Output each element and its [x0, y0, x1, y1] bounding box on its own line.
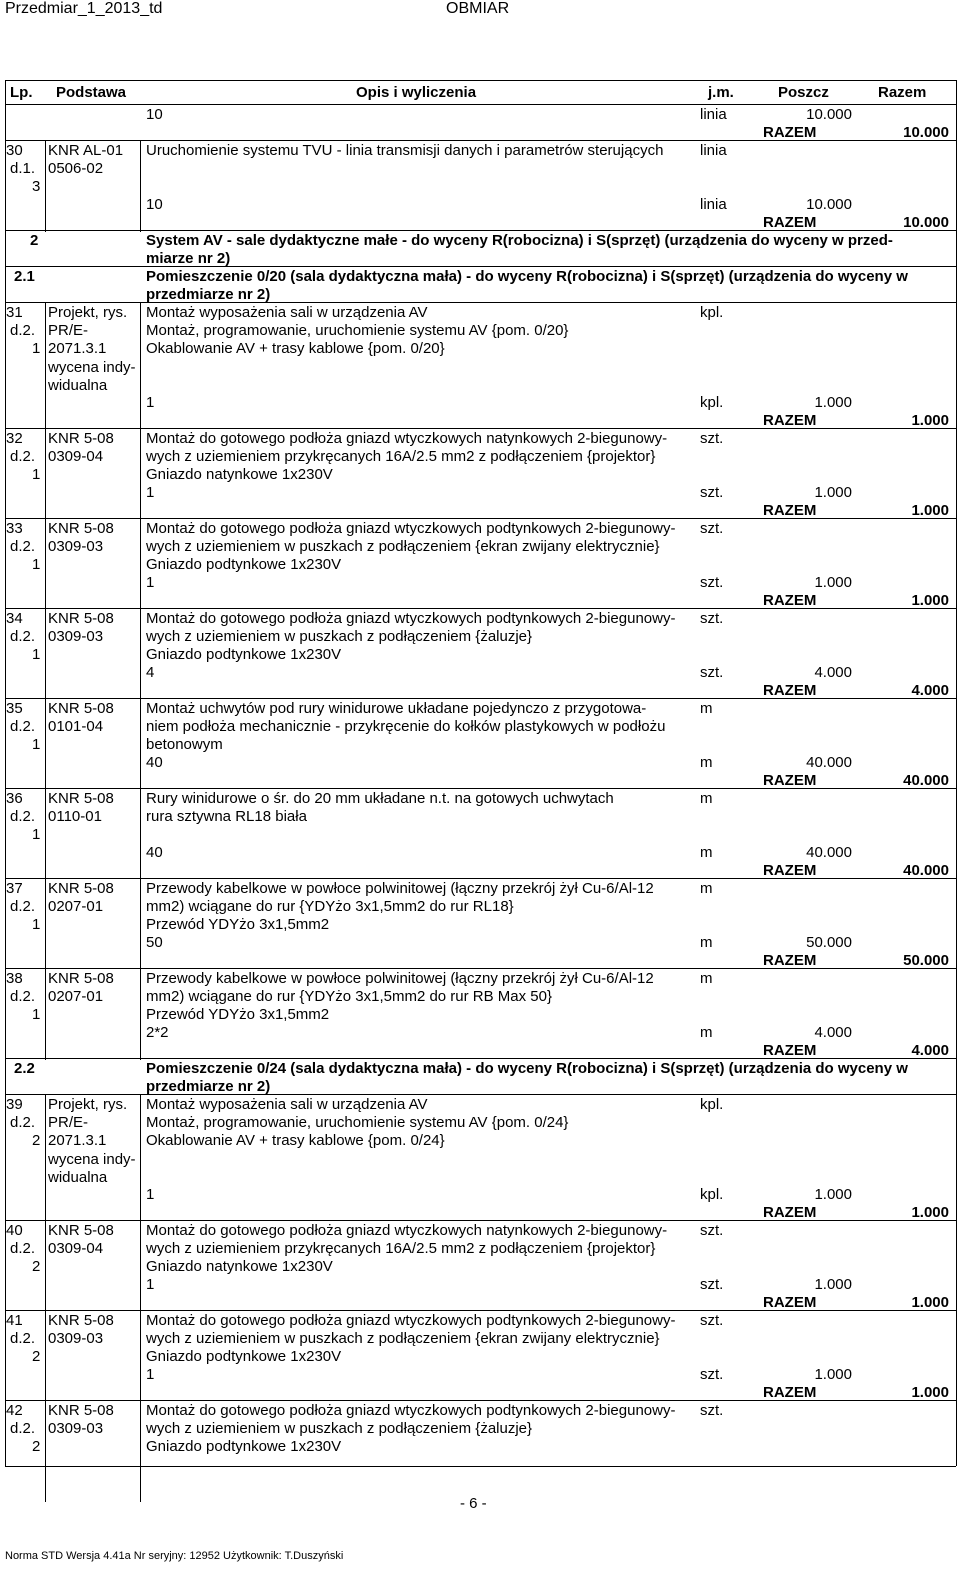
item-unit: m: [700, 880, 713, 897]
item-description: Okablowanie AV + trasy kablowe {pom. 0/24}: [146, 1132, 445, 1150]
column-divider: [45, 1094, 46, 1222]
item-description: Gniazdo podtynkowe 1x230V: [146, 556, 342, 574]
item-description: Montaż do gotowego podłoża gniazd wtyczkowych natynkowych 2-biegunowy-: [146, 1222, 668, 1239]
calc-value: 4.000: [814, 1024, 852, 1041]
item-unit: szt.: [700, 610, 724, 627]
item-number: 2: [32, 1258, 41, 1276]
sum-label: RAZEM: [763, 412, 817, 429]
item-number: 31: [6, 304, 23, 321]
row-separator: [5, 140, 956, 141]
calc-unit: kpl.: [700, 394, 724, 411]
calc-value: 1.000: [814, 574, 852, 591]
sum-value: 50.000: [903, 952, 949, 969]
header-bottom-border: [5, 104, 956, 105]
row-separator: [5, 1058, 956, 1059]
item-unit: kpl.: [700, 1096, 724, 1113]
item-number: 2: [32, 1348, 41, 1366]
calc-expression: 40: [146, 754, 163, 771]
item-description: Gniazdo natynkowe 1x230V: [146, 466, 333, 484]
calc-expression: 50: [146, 934, 163, 951]
item-basis: KNR 5-08: [48, 700, 114, 717]
calc-expression: 1: [146, 1366, 155, 1383]
column-divider: [45, 608, 46, 700]
item-basis: 0207-01: [48, 898, 104, 916]
item-description: wych z uziemieniem w puszkach z podłączeniem {ekran zwijany elektrycznie}: [146, 538, 660, 556]
column-divider: [45, 428, 46, 520]
sum-label: RAZEM: [763, 1204, 817, 1221]
item-description: betonowym: [146, 736, 223, 754]
item-description: Montaż, programowanie, uruchomienie systemu AV {pom. 0/20}: [146, 322, 569, 340]
calc-value: 40.000: [806, 754, 852, 771]
sum-label: RAZEM: [763, 862, 817, 879]
item-description: Gniazdo podtynkowe 1x230V: [146, 1348, 342, 1366]
row-separator: [5, 1220, 956, 1221]
column-divider: [45, 518, 46, 610]
col-opis: Opis i wyliczenia: [356, 84, 477, 101]
item-number: 1: [32, 556, 41, 574]
column-divider: [45, 1310, 46, 1402]
section-title: przedmiarze nr 2): [146, 286, 271, 304]
calc-expression: 1: [146, 484, 155, 501]
item-number: 30: [6, 142, 23, 159]
item-number: 1: [32, 340, 41, 358]
item-basis: wycena indy-: [48, 1150, 136, 1168]
calc-value: 10.000: [806, 106, 852, 123]
item-basis: 0506-02: [48, 160, 104, 178]
row-separator: [5, 1400, 956, 1401]
section-number: 2: [30, 232, 39, 249]
item-number: 40: [6, 1222, 23, 1239]
calc-expression: 4: [146, 664, 155, 681]
column-divider: [45, 878, 46, 970]
calc-expression: 10: [146, 106, 163, 123]
row-separator: [5, 878, 956, 879]
calc-value: 10.000: [806, 196, 852, 213]
item-number: 1: [32, 646, 41, 664]
item-basis: KNR 5-08: [48, 1312, 114, 1329]
calc-unit: m: [700, 844, 713, 861]
calc-value: 1.000: [814, 1366, 852, 1383]
item-description: Montaż do gotowego podłoża gniazd wtyczkowych podtynkowych 2-biegunowy-: [146, 610, 676, 627]
sum-label: RAZEM: [763, 1294, 817, 1311]
row-separator: [5, 428, 956, 429]
section-title: Pomieszczenie 0/20 (sala dydaktyczna mała) - do wyceny R(robocizna) i S(sprzęt) (urządzenia do wyceny w: [146, 268, 908, 285]
calc-expression: 1: [146, 1276, 155, 1293]
item-number: d.2.: [10, 322, 36, 340]
item-basis: 0110-01: [48, 808, 102, 826]
item-description: niem podłoża mechanicznie - przykręcenie do kołków plastykowych w podłożu: [146, 718, 666, 736]
item-description: Przewody kabelkowe w powłoce polwinitowej (łączny przekrój żył Cu-6/Al-12: [146, 880, 654, 897]
item-description: Montaż wyposażenia sali w urządzenia AV: [146, 304, 428, 321]
item-number: 33: [6, 520, 23, 537]
calc-value: 40.000: [806, 844, 852, 861]
item-unit: m: [700, 700, 713, 717]
item-description: Gniazdo natynkowe 1x230V: [146, 1258, 333, 1276]
item-basis: KNR 5-08: [48, 430, 114, 447]
row-separator: [5, 230, 956, 231]
col-poszcz: Poszcz: [778, 84, 829, 101]
item-number: 42: [6, 1402, 23, 1419]
item-number: 34: [6, 610, 23, 627]
row-separator: [5, 788, 956, 789]
item-unit: szt.: [700, 1402, 724, 1419]
col-lp: Lp.: [10, 84, 33, 101]
row-separator: [5, 518, 956, 519]
column-divider: [140, 428, 141, 520]
item-description: Gniazdo podtynkowe 1x230V: [146, 1438, 342, 1456]
item-basis: 0309-04: [48, 448, 104, 466]
col-jm: j.m.: [708, 84, 734, 101]
column-divider: [140, 878, 141, 970]
calc-expression: 1: [146, 1186, 155, 1203]
column-divider: [140, 302, 141, 430]
calc-unit: szt.: [700, 574, 724, 591]
item-basis: Projekt, rys.: [48, 1096, 128, 1113]
item-description: Rury winidurowe o śr. do 20 mm układane n.t. na gotowych uchwytach: [146, 790, 614, 807]
section-title: Pomieszczenie 0/24 (sala dydaktyczna mała) - do wyceny R(robocizna) i S(sprzęt) (urządzenia do wyceny w: [146, 1060, 908, 1077]
item-number: d.2.: [10, 448, 36, 466]
item-basis: 0101-04: [48, 718, 104, 736]
item-description: wych z uziemieniem w puszkach z podłączeniem {żaluzje}: [146, 628, 533, 646]
item-unit: szt.: [700, 1222, 724, 1239]
sum-label: RAZEM: [763, 124, 817, 141]
item-number: 41: [6, 1312, 23, 1329]
calc-value: 1.000: [814, 394, 852, 411]
calc-unit: szt.: [700, 664, 724, 681]
calc-value: 1.000: [814, 484, 852, 501]
item-basis: 2071.3.1: [48, 1132, 107, 1150]
item-basis: KNR AL-01: [48, 142, 124, 159]
calc-value: 1.000: [814, 1276, 852, 1293]
sum-value: 40.000: [903, 772, 949, 789]
item-number: d.2.: [10, 538, 36, 556]
column-divider: [140, 518, 141, 610]
calc-value: 4.000: [814, 664, 852, 681]
column-divider: [140, 1220, 141, 1312]
table-bottom-border: [5, 1466, 956, 1467]
item-number: d.2.: [10, 718, 36, 736]
sum-label: RAZEM: [763, 682, 817, 699]
item-basis: KNR 5-08: [48, 1402, 114, 1419]
item-number: 39: [6, 1096, 23, 1113]
calc-expression: 40: [146, 844, 163, 861]
column-divider: [140, 608, 141, 700]
item-basis: wycena indy-: [48, 358, 136, 376]
item-description: Montaż do gotowego podłoża gniazd wtyczkowych podtynkowych 2-biegunowy-: [146, 520, 676, 537]
row-separator: [5, 302, 956, 303]
calc-unit: szt.: [700, 484, 724, 501]
item-number: 38: [6, 970, 23, 987]
item-number: d.2.: [10, 1114, 36, 1132]
item-basis: PR/E-: [48, 1114, 89, 1132]
sum-label: RAZEM: [763, 1384, 817, 1401]
item-unit: szt.: [700, 430, 724, 447]
calc-unit: m: [700, 934, 713, 951]
item-number: 36: [6, 790, 23, 807]
sum-value: 1.000: [911, 1294, 949, 1311]
item-description: Uruchomienie systemu TVU - linia transmisji danych i parametrów sterujących: [146, 142, 664, 159]
item-basis: KNR 5-08: [48, 520, 114, 537]
item-number: 2: [32, 1438, 41, 1456]
row-separator: [5, 1094, 956, 1095]
table-top-border: [5, 80, 956, 81]
item-basis: 0309-03: [48, 1420, 104, 1438]
document-type: OBMIAR: [446, 0, 510, 17]
item-number: d.2.: [10, 808, 36, 826]
item-number: d.2.: [10, 898, 36, 916]
item-basis: 0207-01: [48, 988, 104, 1006]
column-divider: [140, 140, 141, 232]
calc-expression: 1: [146, 574, 155, 591]
item-number: 37: [6, 880, 23, 897]
item-basis: KNR 5-08: [48, 610, 114, 627]
calc-unit: m: [700, 754, 713, 771]
item-number: 1: [32, 916, 41, 934]
column-divider: [140, 788, 141, 880]
calc-unit: kpl.: [700, 1186, 724, 1203]
item-basis: KNR 5-08: [48, 790, 114, 807]
item-description: wych z uziemieniem przykręcanych 16A/2.5 mm2 z podłączeniem {projektor}: [146, 1240, 656, 1258]
item-basis: KNR 5-08: [48, 880, 114, 897]
item-description: wych z uziemieniem w puszkach z podłączeniem {ekran zwijany elektrycznie}: [146, 1330, 660, 1348]
sum-value: 10.000: [903, 214, 949, 231]
item-number: 1: [32, 736, 41, 754]
item-unit: m: [700, 790, 713, 807]
item-number: d.2.: [10, 1240, 36, 1258]
item-description: Przewód YDYżo 3x1,5mm2: [146, 1006, 330, 1024]
row-separator: [5, 698, 956, 699]
sum-value: 1.000: [911, 412, 949, 429]
column-divider: [45, 140, 46, 232]
item-basis: PR/E-: [48, 322, 89, 340]
column-divider: [45, 1400, 46, 1502]
calc-unit: szt.: [700, 1366, 724, 1383]
item-description: Montaż do gotowego podłoża gniazd wtyczkowych podtynkowych 2-biegunowy-: [146, 1402, 676, 1419]
item-number: 1: [32, 1006, 41, 1024]
column-divider: [45, 302, 46, 430]
item-number: 1: [32, 826, 41, 844]
item-description: mm2) wciągane do rur {YDYżo 3x1,5mm2 do rur RL18}: [146, 898, 514, 916]
document-header: [0, 0, 960, 18]
item-number: d.2.: [10, 1330, 36, 1348]
item-description: Przewód YDYżo 3x1,5mm2: [146, 916, 330, 934]
column-divider: [45, 698, 46, 790]
section-number: 2.1: [14, 268, 35, 285]
sum-value: 1.000: [911, 1204, 949, 1221]
item-description: Okablowanie AV + trasy kablowe {pom. 0/20}: [146, 340, 445, 358]
sum-label: RAZEM: [763, 1042, 817, 1059]
item-description: wych z uziemieniem przykręcanych 16A/2.5 mm2 z podłączeniem {projektor}: [146, 448, 656, 466]
item-description: Montaż wyposażenia sali w urządzenia AV: [146, 1096, 428, 1113]
item-number: 32: [6, 430, 23, 447]
item-description: rura sztywna RL18 biała: [146, 808, 307, 826]
section-title: System AV - sale dydaktyczne małe - do wyceny R(robocizna) i S(sprzęt) (urządzenia do wyceny w przed-: [146, 232, 893, 249]
section-title: przedmiarze nr 2): [146, 1078, 271, 1096]
column-divider: [140, 968, 141, 1060]
item-unit: szt.: [700, 520, 724, 537]
item-basis: 2071.3.1: [48, 340, 107, 358]
sum-label: RAZEM: [763, 214, 817, 231]
column-divider: [140, 1094, 141, 1222]
item-basis: Projekt, rys.: [48, 304, 128, 321]
sum-value: 1.000: [911, 592, 949, 609]
section-number: 2.2: [14, 1060, 35, 1077]
item-basis: KNR 5-08: [48, 1222, 114, 1239]
row-separator: [5, 266, 956, 267]
sum-label: RAZEM: [763, 952, 817, 969]
calc-expression: 1: [146, 394, 155, 411]
item-basis: widualna: [48, 376, 108, 394]
item-basis: 0309-03: [48, 1330, 104, 1348]
column-divider: [140, 1400, 141, 1502]
row-separator: [5, 1310, 956, 1311]
item-unit: szt.: [700, 1312, 724, 1329]
item-number: d.2.: [10, 628, 36, 646]
calc-unit: linia: [700, 106, 727, 123]
sum-value: 1.000: [911, 1384, 949, 1401]
page-number: - 6 -: [460, 1495, 487, 1512]
item-number: 2: [32, 1132, 41, 1150]
item-description: Montaż uchwytów pod rury winidurowe układane pojedynczo z przygotowa-: [146, 700, 647, 717]
calc-value: 50.000: [806, 934, 852, 951]
col-razem: Razem: [878, 84, 927, 101]
software-info: Norma STD Wersja 4.41a Nr seryjny: 12952 Użytkownik: T.Duszyński: [5, 1550, 344, 1562]
item-number: 1: [32, 466, 41, 484]
sum-label: RAZEM: [763, 592, 817, 609]
item-description: wych z uziemieniem w puszkach z podłączeniem {żaluzje}: [146, 1420, 533, 1438]
item-description: Gniazdo podtynkowe 1x230V: [146, 646, 342, 664]
column-divider: [140, 1310, 141, 1402]
calc-expression: 2*2: [146, 1024, 169, 1041]
item-unit: m: [700, 970, 713, 987]
item-number: d.1.: [10, 160, 36, 178]
item-unit: linia: [700, 142, 727, 159]
item-description: Montaż, programowanie, uruchomienie systemu AV {pom. 0/24}: [146, 1114, 569, 1132]
item-description: Montaż do gotowego podłoża gniazd wtyczkowych podtynkowych 2-biegunowy-: [146, 1312, 676, 1329]
item-number: d.2.: [10, 1420, 36, 1438]
sum-value: 10.000: [903, 124, 949, 141]
calc-value: 1.000: [814, 1186, 852, 1203]
column-divider: [45, 968, 46, 1060]
column-divider: [45, 788, 46, 880]
sum-value: 4.000: [911, 682, 949, 699]
item-description: Montaż do gotowego podłoża gniazd wtyczkowych natynkowych 2-biegunowy-: [146, 430, 668, 447]
row-separator: [5, 608, 956, 609]
item-basis: KNR 5-08: [48, 970, 114, 987]
column-divider: [45, 1220, 46, 1312]
file-name: Przedmiar_1_2013_td: [5, 0, 163, 17]
item-number: 3: [32, 178, 41, 196]
sum-value: 40.000: [903, 862, 949, 879]
calc-unit: linia: [700, 196, 727, 213]
calc-expression: 10: [146, 196, 163, 213]
item-description: mm2) wciągane do rur {YDYżo 3x1,5mm2 do rur RB Max 50}: [146, 988, 553, 1006]
item-basis: widualna: [48, 1168, 108, 1186]
sum-value: 1.000: [911, 502, 949, 519]
item-unit: kpl.: [700, 304, 724, 321]
col-podstawa: Podstawa: [56, 84, 127, 101]
sum-label: RAZEM: [763, 772, 817, 789]
sum-label: RAZEM: [763, 502, 817, 519]
section-title: miarze nr 2): [146, 250, 231, 268]
item-basis: 0309-03: [48, 628, 104, 646]
item-basis: 0309-04: [48, 1240, 104, 1258]
item-basis: 0309-03: [48, 538, 104, 556]
item-number: d.2.: [10, 988, 36, 1006]
item-description: Przewody kabelkowe w powłoce polwinitowej (łączny przekrój żył Cu-6/Al-12: [146, 970, 654, 987]
row-separator: [5, 968, 956, 969]
calc-unit: m: [700, 1024, 713, 1041]
item-number: 35: [6, 700, 23, 717]
calc-unit: szt.: [700, 1276, 724, 1293]
sum-value: 4.000: [911, 1042, 949, 1059]
column-divider: [140, 698, 141, 790]
